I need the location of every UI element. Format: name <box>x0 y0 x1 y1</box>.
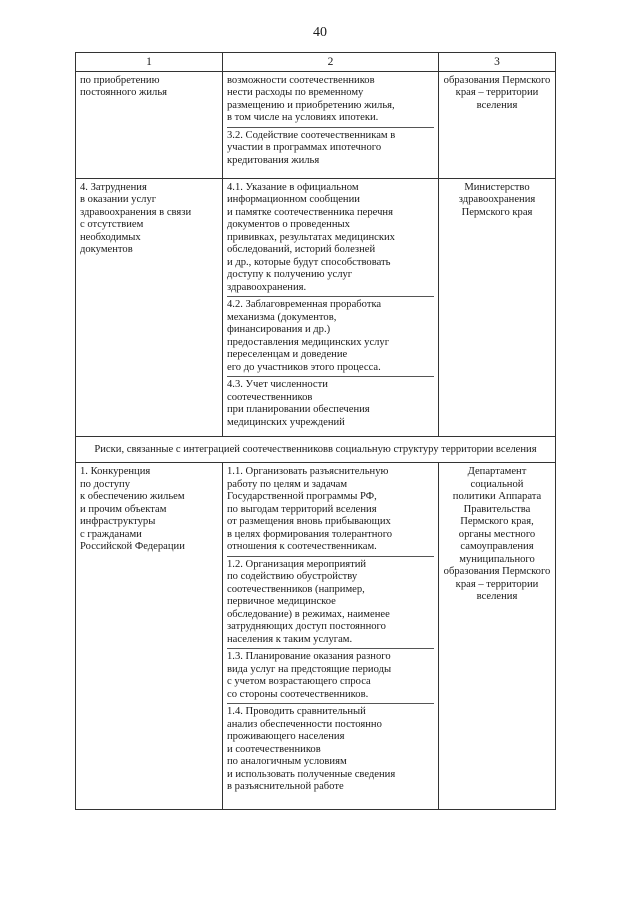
text-line: и прочим объектам <box>80 503 167 515</box>
text-line: с гражданами <box>80 528 142 540</box>
text-line: кредитования жилья <box>227 154 320 166</box>
text-line: политики Аппарата <box>452 491 542 502</box>
text-line: в социальную структуру территории вселения <box>328 443 537 455</box>
text-line: информационном сообщении <box>227 194 360 205</box>
text-line: Российской Федерации <box>80 541 185 552</box>
text-line: образования Пермского <box>443 566 551 577</box>
text-line: Департамент социальной <box>467 466 527 490</box>
text-line: финансирования и др.) <box>227 324 331 335</box>
text-line: муниципального <box>459 553 535 565</box>
text-line: возможности соотечественников <box>227 74 375 86</box>
measure-paragraph <box>227 559 434 647</box>
text-line: в целях формирования толерантного <box>227 528 393 540</box>
text-line: необходимых <box>80 231 141 243</box>
header-cell: 3 <box>439 53 556 72</box>
measure-paragraph <box>227 182 434 295</box>
text-line: по выгодам территорий вселения <box>227 503 377 515</box>
text-line: в оказании услуг <box>80 194 157 205</box>
header-cell: 1 <box>76 53 223 72</box>
text-line: первичное медицинское <box>227 596 336 607</box>
text-line: по доступу <box>80 478 131 490</box>
text-line: отношения к соотечественникам. <box>227 541 377 552</box>
text-line: здравоохранения <box>458 194 536 205</box>
measures-cell <box>223 178 439 436</box>
text-line: самоуправления <box>460 541 534 552</box>
text-line: нести расходы по временному <box>227 87 364 98</box>
text-line: механизма (документов, <box>227 311 337 323</box>
text-line: при планировании обеспечения <box>227 404 370 415</box>
measure-paragraph <box>227 75 434 125</box>
text-line: 4.2. Заблаговременная проработка <box>227 299 382 310</box>
text-line: с учетом возрастающего спроса <box>227 676 371 687</box>
text-line: 4.1. Указание в официальном <box>227 181 359 193</box>
text-line: и соотечественников <box>227 743 321 755</box>
section-heading <box>76 436 556 463</box>
table-row <box>76 463 556 810</box>
text-line: вселения <box>476 99 518 111</box>
text-line: прививках, результатах медицинских <box>227 231 395 243</box>
responsible-cell <box>439 178 556 436</box>
text-line: Риски, связанные с интеграцией соотечественников <box>94 443 329 455</box>
text-line: 1.2. Организация мероприятий <box>227 558 367 570</box>
paragraph-divider <box>227 376 434 377</box>
header-cell: 2 <box>223 53 439 72</box>
text-line: обследований, историй болезней <box>227 244 376 255</box>
text-line: анализ обеспеченности постоянно <box>227 718 382 730</box>
text-line: населения к таким услугам. <box>227 633 353 645</box>
text-line: работу по целям и задачам <box>227 478 348 490</box>
paragraph-divider <box>227 556 434 557</box>
text-line: 1. Конкуренция <box>80 466 151 477</box>
text-line: с отсутствием <box>80 219 144 230</box>
text-line: по содействию обустройству <box>227 571 358 582</box>
page-number: 40 <box>313 25 327 40</box>
measure-paragraph <box>227 466 434 554</box>
text-line: Правительства <box>463 503 531 515</box>
text-line: 4. Затруднения <box>80 181 147 193</box>
text-line: органы местного <box>458 528 536 540</box>
text-line: Пермского края <box>461 206 533 218</box>
text-line: участии в программах ипотечного <box>227 142 382 153</box>
risk-cell <box>76 178 223 436</box>
text-line: размещению и приобретению жилья, <box>227 99 395 111</box>
text-line: доступу к получению услуг <box>227 269 353 280</box>
text-line: медицинских учреждений <box>227 416 345 428</box>
text-line: 1.1. Организовать разъяснительную <box>227 466 389 477</box>
text-line: Государственной программы РФ, <box>227 491 377 502</box>
measures-cell <box>223 71 439 178</box>
text-line: вселения <box>476 591 518 602</box>
paragraph-divider <box>227 648 434 649</box>
text-line: 4.3. Учет численности <box>227 379 328 390</box>
text-line: по приобретению <box>80 74 160 86</box>
measures-cell <box>223 463 439 810</box>
text-line: здравоохранения в связи <box>80 206 192 218</box>
table-row <box>76 178 556 436</box>
text-line: в том числе на условиях ипотеки. <box>227 112 379 123</box>
text-line: со стороны соотечественников. <box>227 688 369 700</box>
text-line: вида услуг на предстоящие периоды <box>227 663 392 675</box>
section-row <box>76 436 556 463</box>
text-line: образования Пермского <box>443 74 551 86</box>
text-line: по аналогичным условиям <box>227 756 347 767</box>
text-line: документов <box>80 244 133 255</box>
table-row <box>76 71 556 178</box>
text-line: предоставления медицинских услуг <box>227 336 390 348</box>
text-line: 3.2. Содействие соотечественникам в <box>227 129 396 141</box>
text-line: постоянного жилья <box>80 87 168 98</box>
text-line: обследование) в режимах, наименее <box>227 608 390 620</box>
text-line: и памятке соотечественника перечня <box>227 206 393 218</box>
risk-cell <box>76 463 223 810</box>
measure-paragraph <box>227 379 434 429</box>
text-line: соотечественников <box>227 391 313 403</box>
text-line: проживающего населения <box>227 731 345 742</box>
measure-paragraph <box>227 706 434 794</box>
risk-table <box>75 52 556 810</box>
text-line: края – территории <box>455 87 539 98</box>
paragraph-divider <box>227 296 434 297</box>
measure-paragraph <box>227 299 434 374</box>
text-line: здравоохранения. <box>227 281 307 293</box>
text-line: и использовать полученные сведения <box>227 768 396 780</box>
text-line: и др., которые будут способствовать <box>227 256 391 268</box>
text-line: 1.4. Проводить сравнительный <box>227 706 366 717</box>
risk-cell <box>76 71 223 178</box>
text-line: 1.3. Планирование оказания разного <box>227 651 391 662</box>
paragraph-divider <box>227 703 434 704</box>
text-line: в разъяснительной работе <box>227 781 344 792</box>
text-line: инфраструктуры <box>80 516 156 527</box>
text-line: его до участников этого процесса. <box>227 361 381 373</box>
text-line: Министерство <box>464 181 530 193</box>
text-line: переселенцам и доведение <box>227 349 348 360</box>
text-line: соотечественников (например, <box>227 583 365 595</box>
text-line: затрудняющих доступ постоянного <box>227 621 386 632</box>
measure-paragraph <box>227 130 434 168</box>
text-line: к обеспечению жильем <box>80 491 185 502</box>
responsible-cell <box>439 463 556 810</box>
text-line: края – территории <box>455 578 539 590</box>
measure-paragraph <box>227 651 434 701</box>
header-row <box>76 53 556 72</box>
text-line: документов о проведенных <box>227 219 350 230</box>
text-line: Пермского края, <box>460 516 534 527</box>
paragraph-divider <box>227 127 434 128</box>
responsible-cell <box>439 71 556 178</box>
text-line: от размещения вновь прибывающих <box>227 516 391 527</box>
